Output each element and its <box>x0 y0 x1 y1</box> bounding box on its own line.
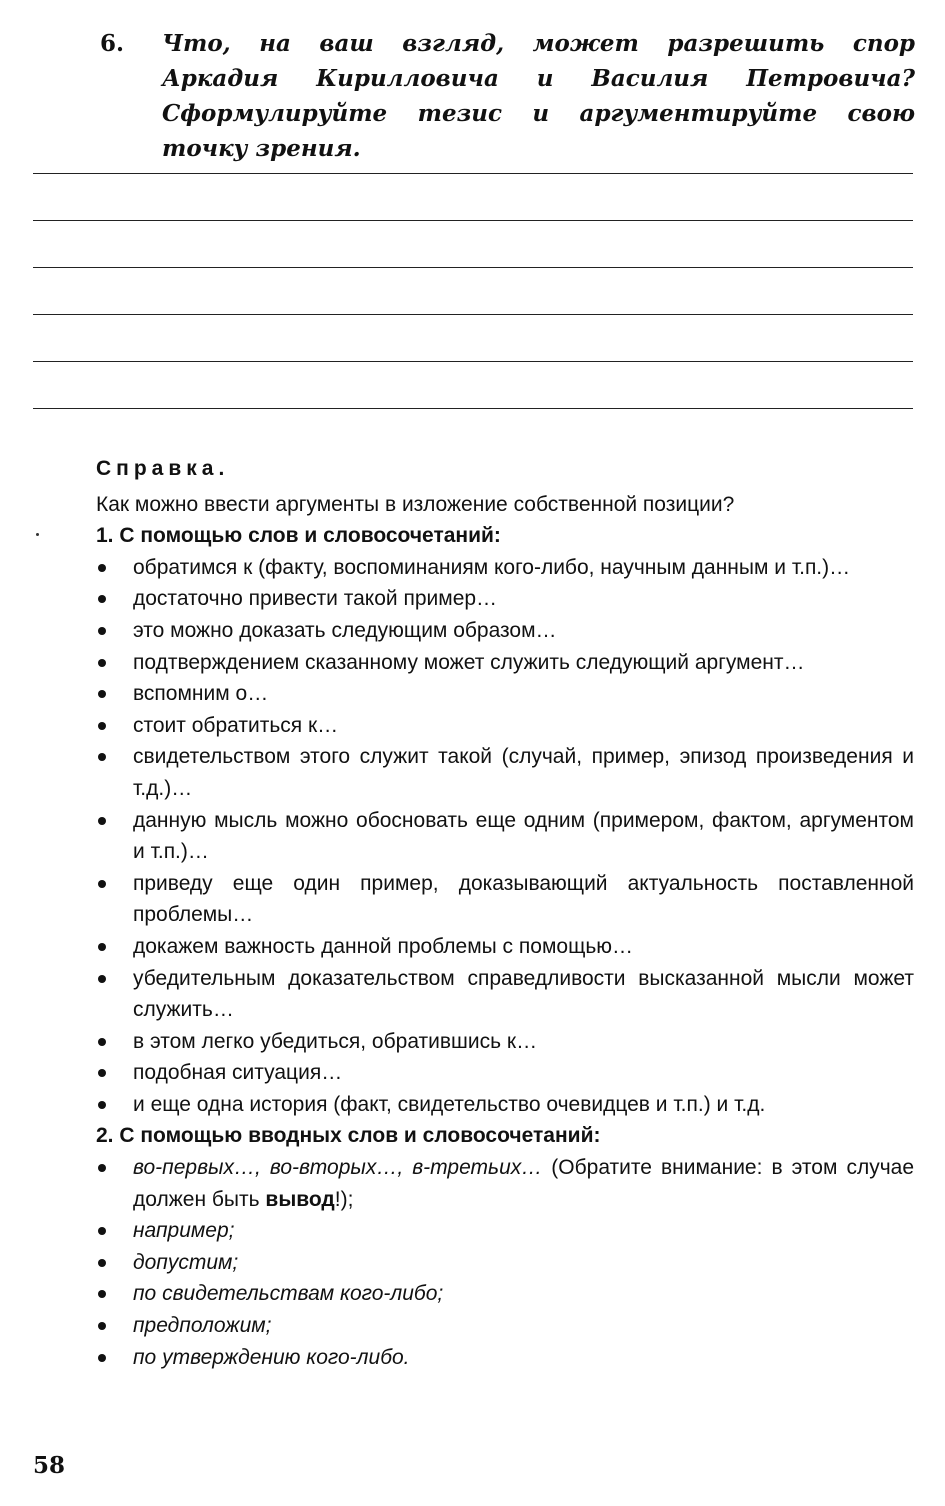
list-item: например; <box>96 1215 914 1247</box>
phrase-list <box>96 552 914 1121</box>
list-item: допустим; <box>96 1247 914 1279</box>
note-bold: вывод <box>265 1187 335 1211</box>
reference-block <box>96 453 914 1373</box>
list-item: свидетельством этого служит такой (случай, пример, эпизод произведения и т.д.)… <box>96 741 914 804</box>
answer-line <box>33 173 913 174</box>
list-item: по утверждению кого-либо. <box>96 1342 914 1374</box>
list-item: и еще одна история (факт, свидетельство очевидцев и т.п.) и т.д. <box>96 1089 914 1121</box>
page-number: 58 <box>33 1452 66 1479</box>
reference-title: Справка. <box>96 457 230 480</box>
list-item: стоит обратиться к… <box>96 710 914 742</box>
note-end: !); <box>334 1187 354 1211</box>
list-item: убедительным доказательством справедливости высказанной мысли может служить… <box>96 963 914 1026</box>
list-item: достаточно привести такой пример… <box>96 583 914 615</box>
list-item: обратимся к (факту, воспоминаниям кого-либо, научным данным и т.п.)… <box>96 552 914 584</box>
task-question: Что, на ваш взгляд, может разрешить спор Аркадия Кирилловича и Василия Петровича? Сформулируйте тезис и аргументируйте свою точку зрения. <box>162 30 915 162</box>
list-item: вспомним о… <box>96 678 914 710</box>
reference-intro: Как можно ввести аргументы в изложение собственной позиции? <box>96 492 735 516</box>
answer-line <box>33 220 913 221</box>
list-item: подобная ситуация… <box>96 1057 914 1089</box>
list-item <box>96 1152 914 1215</box>
list-item: предположим; <box>96 1310 914 1342</box>
list-item: в этом легко убедиться, обратившись к… <box>96 1026 914 1058</box>
answer-line <box>33 408 913 409</box>
note-text: (Обратите внимание: в этом случае должен быть <box>133 1156 914 1211</box>
list-item: по свидетельствам кого-либо; <box>96 1278 914 1310</box>
intro-word-list <box>96 1152 914 1373</box>
section-heading: 1. С помощью слов и словосочетаний: <box>96 524 501 548</box>
ordinal-phrases: во-первых…, во-вторых…, в-третьих… <box>133 1156 543 1180</box>
list-item: подтверждением сказанному может служить следующий аргумент… <box>96 647 914 679</box>
list-item: данную мысль можно обосновать еще одним (примером, фактом, аргументом и т.п.)… <box>96 805 914 868</box>
list-item: это можно доказать следующим образом… <box>96 615 914 647</box>
stray-dot <box>36 533 39 536</box>
list-item: приведу еще один пример, доказывающий актуальность поставленной проблемы… <box>96 868 914 931</box>
task-number: 6. <box>100 30 125 57</box>
task-block <box>100 26 915 166</box>
answer-line <box>33 361 913 362</box>
section-heading: 2. С помощью вводных слов и словосочетаний: <box>96 1124 601 1148</box>
list-item: докажем важность данной проблемы с помощью… <box>96 931 914 963</box>
answer-line <box>33 267 913 268</box>
answer-line <box>33 314 913 315</box>
